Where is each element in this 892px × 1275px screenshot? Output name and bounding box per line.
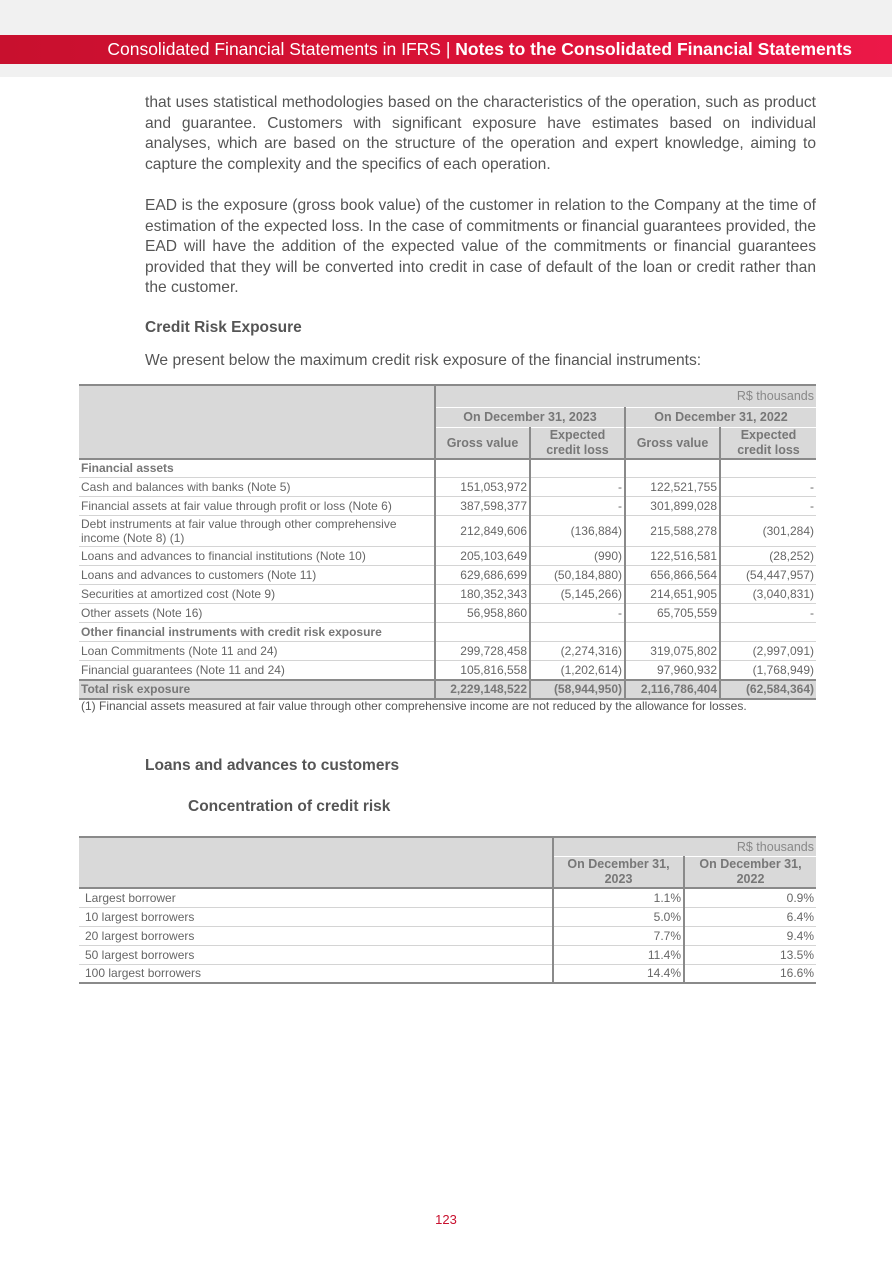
row-value: 0.9%	[684, 888, 816, 907]
row-value: (1,768,949)	[720, 661, 816, 680]
row-value: 105,816,558	[435, 661, 530, 680]
header-subsection: Notes to the Consolidated Financial Statements	[455, 39, 852, 59]
row-value: (136,884)	[530, 516, 625, 547]
paragraph-methodology: that uses statistical methodologies based on the characteristics of the operation, such as product and guarantee. Customers with significant exposure have estimates based on individual analyses, which are based on the structure of the operation and expert knowledge, aiming to capture the complexity and the specifics of each operation.	[145, 94, 816, 173]
concentration-table	[79, 836, 816, 984]
table-row	[79, 964, 816, 983]
row-label: Securities at amortized cost (Note 9)	[79, 585, 435, 604]
row-value: (28,252)	[720, 547, 816, 566]
row-value: (3,040,831)	[720, 585, 816, 604]
row-value: 214,651,905	[625, 585, 720, 604]
row-value: (2,997,091)	[720, 642, 816, 661]
row-value: (5,145,266)	[530, 585, 625, 604]
row-value: 656,866,564	[625, 566, 720, 585]
row-value: (990)	[530, 547, 625, 566]
loans-heading: Loans and advances to customers	[145, 757, 400, 774]
row-value: 212,849,606	[435, 516, 530, 547]
table-row	[79, 945, 816, 964]
row-value: (50,184,880)	[530, 566, 625, 585]
period-2022: On December 31, 2022	[684, 856, 816, 888]
row-value: 16.6%	[684, 964, 816, 983]
section-label: Financial assets	[79, 459, 435, 478]
row-label: Financial assets at fair value through profit or loss (Note 6)	[79, 497, 435, 516]
row-label: Loans and advances to financial institutions (Note 10)	[79, 547, 435, 566]
table-row	[79, 604, 816, 623]
row-value: -	[530, 604, 625, 623]
row-label: Loans and advances to customers (Note 11)	[79, 566, 435, 585]
table-header-unit-row	[79, 385, 816, 407]
row-value: -	[530, 478, 625, 497]
period-2023: On December 31, 2023	[435, 407, 625, 427]
paragraph-ead: EAD is the exposure (gross book value) of the customer in relation to the Company at the time of estimation of the expected loss. In the case of commitments or financial guarantees provided, the EAD will have the addition of the expected value of the commitments or financial guarantees provided that they will be converted into credit in case of default of the loan or credit rather than the customer.	[145, 197, 816, 296]
sub-strip	[0, 64, 892, 77]
table-row	[79, 585, 816, 604]
row-value: (1,202,614)	[530, 661, 625, 680]
credit-risk-intro: We present below the maximum credit risk exposure of the financial instruments:	[145, 352, 702, 369]
row-label: 100 largest borrowers	[79, 964, 553, 983]
row-value: 180,352,343	[435, 585, 530, 604]
row-value: 97,960,932	[625, 661, 720, 680]
col-gross-value-2023: Gross value	[435, 427, 530, 459]
row-value: 151,053,972	[435, 478, 530, 497]
table-row	[79, 547, 816, 566]
row-value: 5.0%	[553, 907, 684, 926]
row-value: -	[530, 497, 625, 516]
table-header-blank	[79, 837, 553, 888]
row-value: 13.5%	[684, 945, 816, 964]
row-value: 1.1%	[553, 888, 684, 907]
table-row	[79, 907, 816, 926]
table-header-unit-row	[79, 837, 816, 856]
row-value: (54,447,957)	[720, 566, 816, 585]
table-footnote: (1) Financial assets measured at fair value through other comprehensive income are not reduced by the allowance for losses.	[81, 699, 747, 713]
row-label: 50 largest borrowers	[79, 945, 553, 964]
col-ecl-2023: Expected credit loss	[530, 427, 625, 459]
header-separator: |	[440, 39, 456, 59]
total-ecl-2023: (58,944,950)	[530, 680, 625, 699]
row-value: 301,899,028	[625, 497, 720, 516]
row-value: -	[720, 497, 816, 516]
total-gross-2023: 2,229,148,522	[435, 680, 530, 699]
row-label: Debt instruments at fair value through other comprehensive income (Note 8) (1)	[79, 516, 435, 547]
credit-risk-exposure-table	[79, 384, 816, 700]
row-value: 319,075,802	[625, 642, 720, 661]
section-row-other-instruments	[79, 623, 816, 642]
col-gross-value-2022: Gross value	[625, 427, 720, 459]
table-row	[79, 888, 816, 907]
row-value: 205,103,649	[435, 547, 530, 566]
row-value: 387,598,377	[435, 497, 530, 516]
col-ecl-2022: Expected credit loss	[720, 427, 816, 459]
row-value: 14.4%	[553, 964, 684, 983]
table-row	[79, 478, 816, 497]
top-strip	[0, 0, 892, 35]
row-label: Cash and balances with banks (Note 5)	[79, 478, 435, 497]
section-label: Other financial instruments with credit risk exposure	[79, 623, 435, 642]
row-value: 629,686,699	[435, 566, 530, 585]
header-section: Consolidated Financial Statements in IFRS	[107, 39, 441, 59]
table-row	[79, 642, 816, 661]
total-label: Total risk exposure	[79, 680, 435, 699]
period-2022: On December 31, 2022	[625, 407, 816, 427]
table-row	[79, 516, 816, 547]
row-label: 20 largest borrowers	[79, 926, 553, 945]
row-label: Loan Commitments (Note 11 and 24)	[79, 642, 435, 661]
table-row	[79, 497, 816, 516]
row-value: (2,274,316)	[530, 642, 625, 661]
table-row	[79, 566, 816, 585]
total-row	[79, 680, 816, 699]
row-label: 10 largest borrowers	[79, 907, 553, 926]
header-banner	[0, 35, 892, 64]
row-value: 299,728,458	[435, 642, 530, 661]
section-row-financial-assets	[79, 459, 816, 478]
table-row	[79, 661, 816, 680]
row-value: 9.4%	[684, 926, 816, 945]
total-ecl-2022: (62,584,364)	[720, 680, 816, 699]
row-value: 122,521,755	[625, 478, 720, 497]
unit-label: R$ thousands	[435, 385, 816, 407]
table-row	[79, 926, 816, 945]
row-label: Other assets (Note 16)	[79, 604, 435, 623]
row-value: 6.4%	[684, 907, 816, 926]
row-value: 122,516,581	[625, 547, 720, 566]
row-value: -	[720, 478, 816, 497]
row-value: 65,705,559	[625, 604, 720, 623]
row-value: 11.4%	[553, 945, 684, 964]
concentration-heading: Concentration of credit risk	[188, 798, 391, 815]
row-value: 7.7%	[553, 926, 684, 945]
period-2023: On December 31, 2023	[553, 856, 684, 888]
page-number: 123	[435, 1212, 457, 1227]
credit-risk-heading: Credit Risk Exposure	[145, 319, 302, 336]
row-value: 56,958,860	[435, 604, 530, 623]
row-value: 215,588,278	[625, 516, 720, 547]
unit-label: R$ thousands	[553, 837, 816, 856]
row-value: -	[720, 604, 816, 623]
total-gross-2022: 2,116,786,404	[625, 680, 720, 699]
row-label: Financial guarantees (Note 11 and 24)	[79, 661, 435, 680]
row-value: (301,284)	[720, 516, 816, 547]
row-label: Largest borrower	[79, 888, 553, 907]
table-header-blank	[79, 385, 435, 459]
